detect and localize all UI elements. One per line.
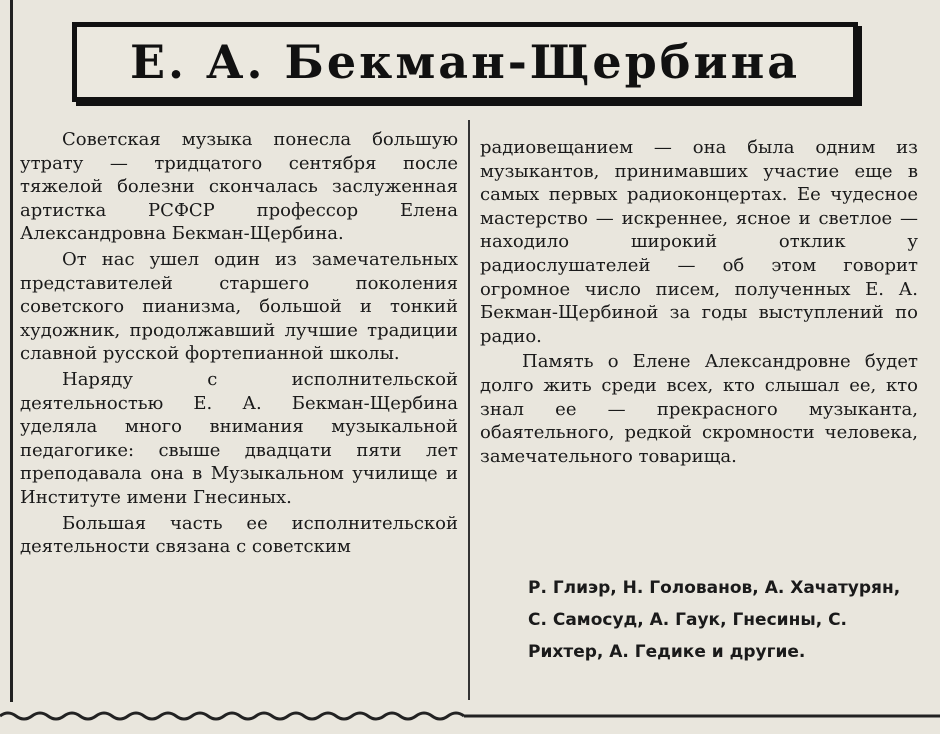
article-title: Е. А. Бекман-Щербина [129, 35, 801, 89]
wavy-bottom-rule [0, 708, 940, 728]
left-column [20, 128, 458, 559]
paragraph-4-continuation: радиовещанием — она была одним из музыкантов, принимавших участие еще в самых первых радиоконцертах. Ее чудесное мастерство — искреннее, ясное и светлое — находило широкий отклик у радиослушателей — об этом говорит огромное число писем, полученных Е. А. Бекман-Щербиной за годы выступлений по радио. [480, 137, 918, 347]
column-divider [468, 120, 470, 700]
paragraph-5: Память о Елене Александровне будет долго жить среди всех, кто слышал ее, кто знал ее — прекрасного музыканта, обаятельного, редкой скромности человека, замечательного товарища. [480, 351, 918, 467]
signatures: Р. Глиэр, Н. Голованов, А. Хачатурян, С. Самосуд, А. Гаук, Гнесины, С. Рихтер, А. Гедике и другие. [528, 578, 901, 662]
headline-frame [72, 22, 858, 102]
cropped-previous-article-strip [0, 0, 940, 8]
paragraph-4: Большая часть ее исполнительской деятельности связана с советским [20, 512, 458, 558]
paragraph-2: От нас ушел один из замечательных представителей старшего поколения советского пианизма, большой и тонкий художник, продолжавший лучшие традиции славной русской фортепианной школы. [20, 248, 458, 365]
paragraph-1: Советская музыка понесла большую утрату — тридцатого сентября после тяжелой болезни скончалась заслуженная артистка РСФСР профессор Елена Александровна Бекман-Щербина. [20, 129, 458, 245]
left-column-rule [10, 0, 13, 702]
right-column [480, 136, 918, 468]
paragraph-3: Наряду с исполнительской деятельностью Е. А. Бекман-Щербина уделяла много внимания музыкальной педагогике: свыше двадцати пяти лет преподавала она в Музыкальном училище и Институте имени Гнесиных. [20, 368, 458, 508]
